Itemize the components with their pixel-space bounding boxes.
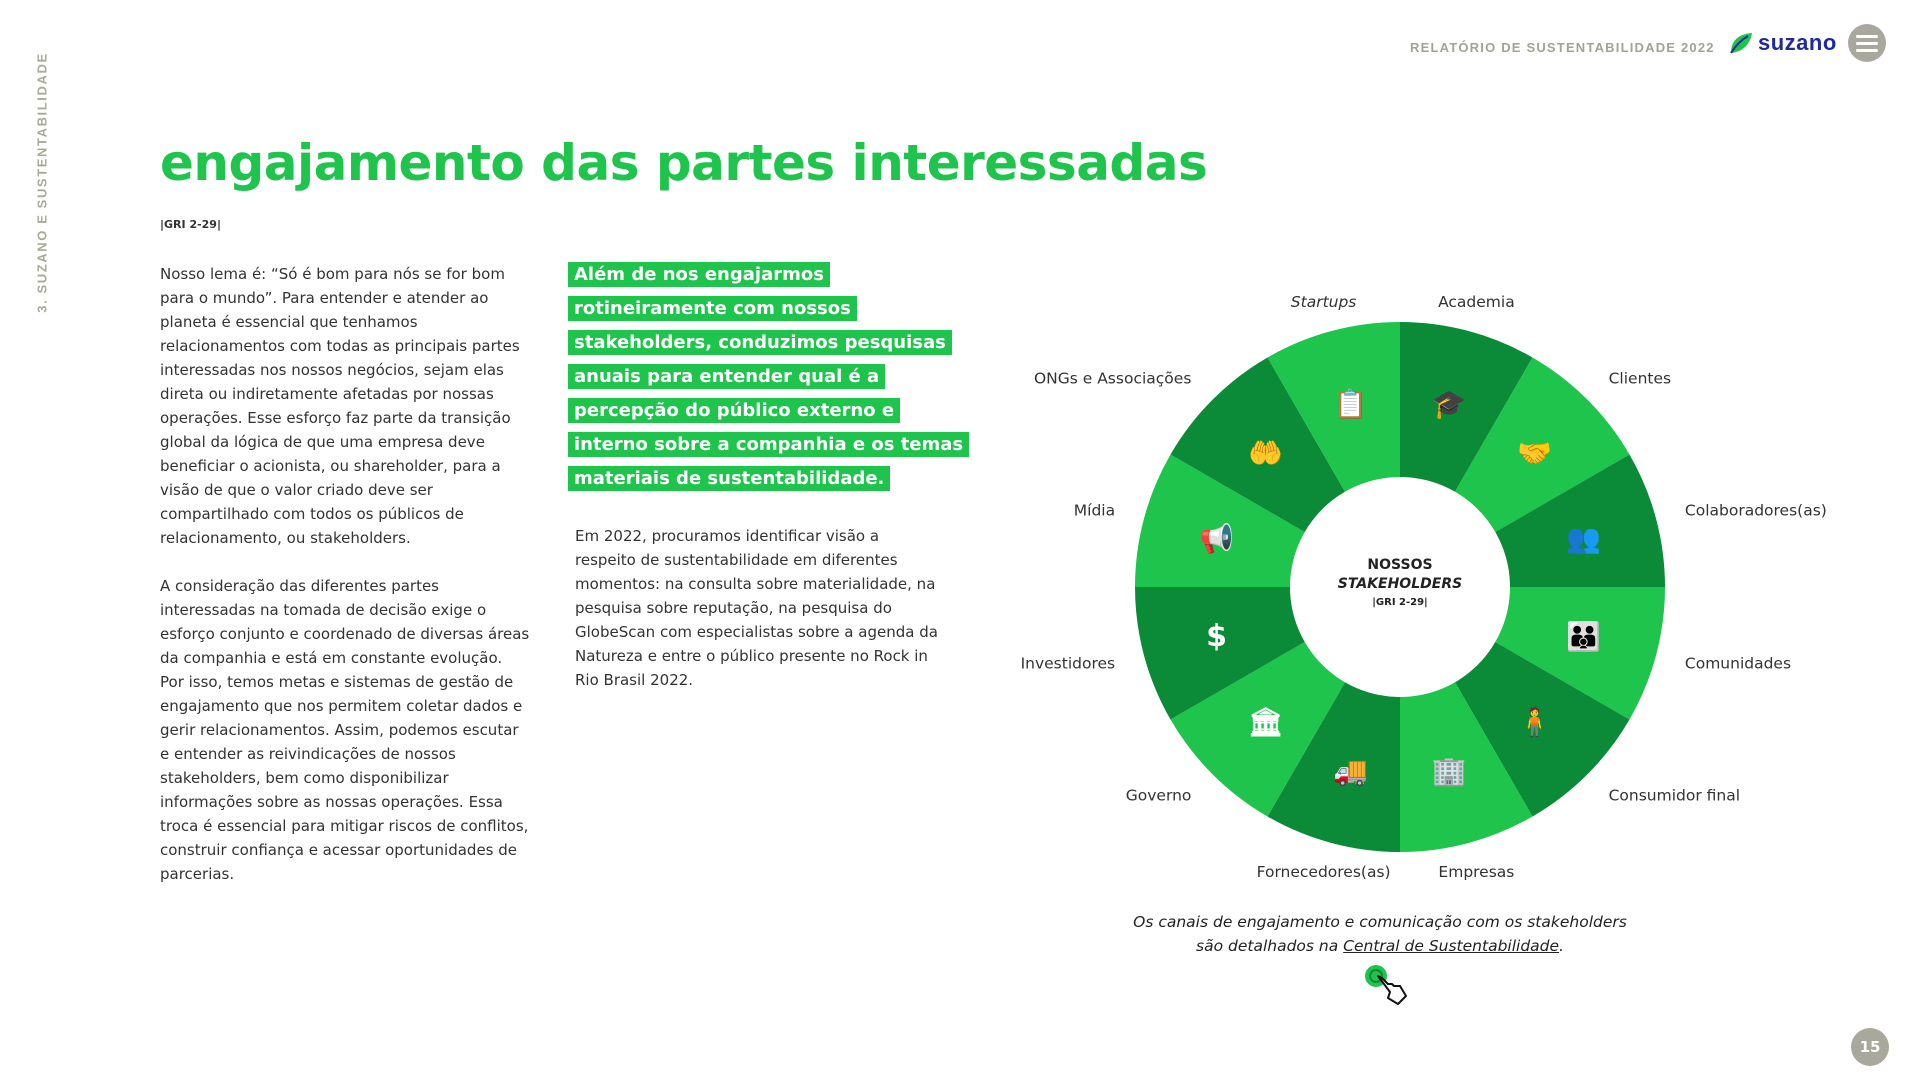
caption-line-2 [1105, 934, 1655, 958]
wheel-label: Clientes [1608, 369, 1672, 388]
wheel-label: Colaboradores(as) [1684, 501, 1827, 520]
wheel-center-subtitle: STAKEHOLDERS [1337, 576, 1463, 592]
highlight-quote [568, 258, 968, 496]
wheel-center-gri: |GRI 2-29| [1372, 597, 1428, 608]
logo-text: suzano [1758, 30, 1837, 55]
caption-line-1: Os canais de engajamento e comunicação com os stakeholders [1133, 913, 1627, 931]
intro-paragraph-2: A consideração das diferentes partes interessadas na tomada de decisão exige o esforço conjunto e coordenado de diversas áreas da companhia e está em constante evolução. Por isso, temos metas e sistemas de gestão de engajamento que nos permitem coletar dados e gerir relacionamentos. Assim, podemos escutar e entender as reivindicações de nossos stakeholders, bem como disponibilizar informações sobre as nossas operações. Essa troca é essencial para mitigar riscos de conflitos, construir confiança e acessar oportunidades de parcerias. [160, 577, 530, 883]
wheel-label: Investidores [1020, 654, 1116, 673]
wheel-label: Fornecedores(as) [1256, 862, 1391, 881]
wheel-label: ONGs e Associações [1033, 369, 1192, 388]
leaf-icon [1728, 31, 1754, 55]
intro-paragraph-1: Nosso lema é: “Só é bom para nós se for bom para o mundo”. Para entender e atender ao planeta é essencial que tenhamos relacionamentos com todas as principais partes interessadas nos nossos negócios, sejam elas direta ou indiretamente afetadas por nossas operações. Esse esforço faz parte da transição global da lógica de que uma empresa deve beneficiar o acionista, ou shareholder, para a visão de que o valor criado deve ser compartilhado com todos os públicos de relacionamento, ou stakeholders. [160, 265, 520, 547]
sustainability-center-link[interactable]: Central de Sustentabilidade [1343, 937, 1560, 955]
highlight-text: Além de nos engajarmos rotineiramente com nossos stakeholders, conduzimos pesquisas anuais para entender qual é a percepção do público externo e interno sobre a companhia e os temas materiais de sustentabilidade. [568, 262, 969, 491]
wheel-label: Empresas [1438, 862, 1515, 881]
team-icon: 👥 [1566, 521, 1601, 555]
gri-reference: |GRI 2-29| [160, 218, 221, 231]
intro-column [160, 262, 530, 910]
caption-suffix: . [1559, 937, 1564, 955]
wheel-center-title: NOSSOS [1367, 557, 1433, 573]
consumer-icon: 🧍 [1516, 705, 1552, 739]
menu-button[interactable] [1848, 24, 1886, 62]
handshake-icon: 🤝 [1516, 436, 1552, 470]
hand-click-icon[interactable] [1360, 962, 1410, 1006]
wheel-label: Consumidor final [1608, 786, 1741, 805]
wheel-label: Governo [1125, 786, 1192, 805]
megaphone-icon: 📢 [1199, 521, 1234, 555]
government-icon: 🏛 [1247, 705, 1284, 739]
page-title: engajamento das partes interessadas [160, 134, 1208, 192]
wheel-label: Comunidades [1684, 654, 1792, 673]
stakeholders-wheel [1020, 280, 1827, 900]
suzano-logo[interactable] [1728, 30, 1837, 56]
page-number: 15 [1851, 1028, 1889, 1066]
wheel-label: Startups [1290, 293, 1357, 312]
document-check-icon: 📋 [1333, 387, 1369, 421]
building-icon: 🏢 [1431, 754, 1467, 788]
truck-icon: 🚚 [1333, 754, 1369, 788]
dollar-icon: $ [1206, 619, 1227, 655]
ngo-icon: 🤲 [1248, 436, 1284, 470]
menu-icon [1856, 35, 1878, 38]
section-side-label: 3. SUZANO E SUSTENTABILIDADE [34, 52, 50, 313]
community-icon: 👪 [1566, 620, 1601, 654]
caption [1105, 910, 1655, 958]
graduation-cap-icon: 🎓 [1431, 387, 1467, 421]
research-paragraph: Em 2022, procuramos identificar visão a respeito de sustentabilidade em diferentes momentos: na consulta sobre materialidade, na pesquisa sobre reputação, na pesquisa do GlobeScan com especialistas sobre a agenda da Natureza e entre o público presente no Rock in Rio Brasil 2022. [575, 527, 938, 689]
wheel-label: Mídia [1073, 501, 1116, 520]
wheel-label: Academia [1438, 293, 1515, 312]
caption-prefix: são detalhados na [1196, 937, 1344, 955]
report-title: RELATÓRIO DE SUSTENTABILIDADE 2022 [1410, 40, 1715, 55]
